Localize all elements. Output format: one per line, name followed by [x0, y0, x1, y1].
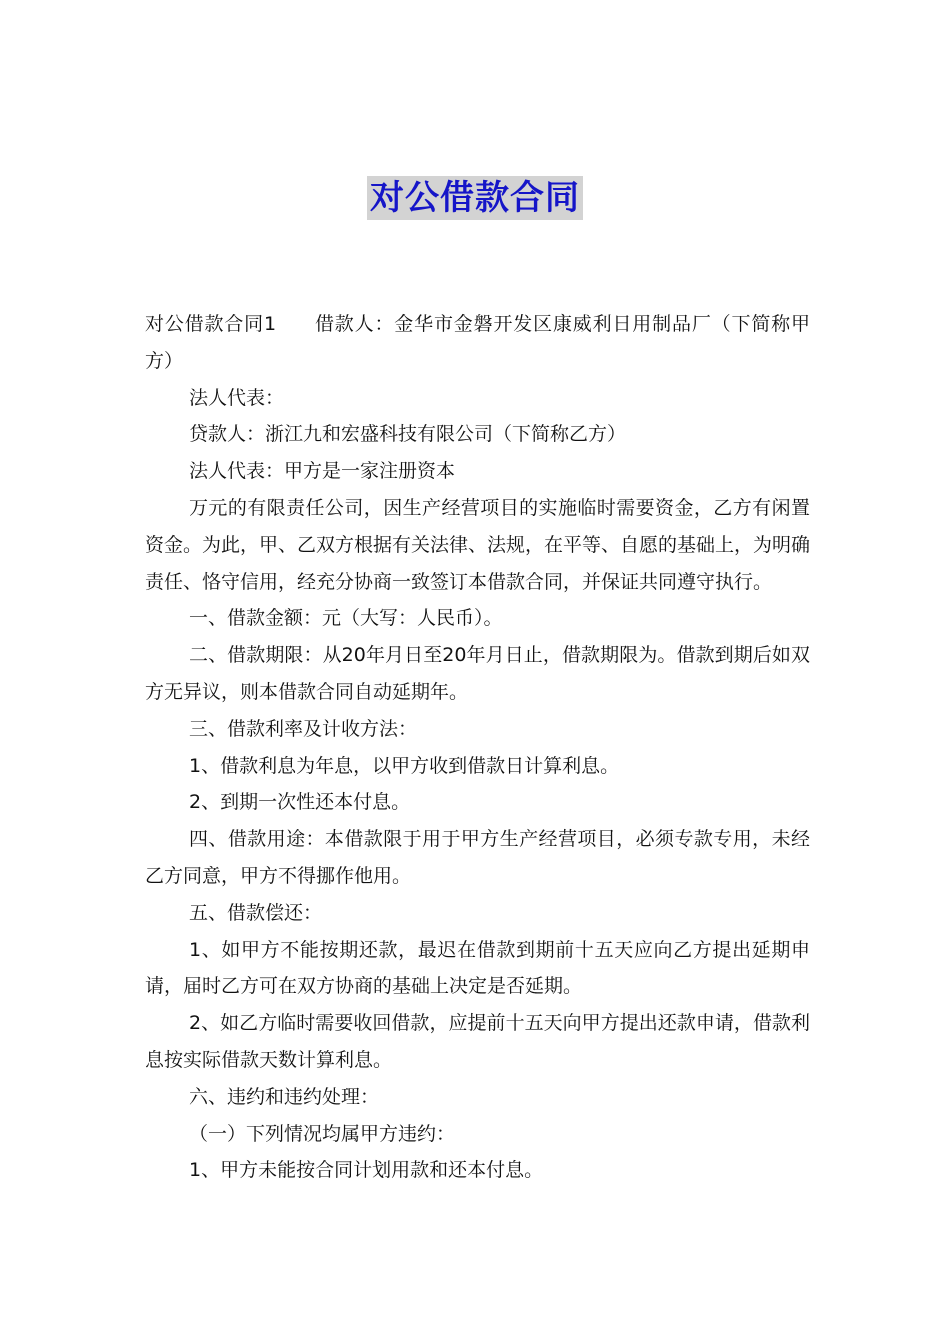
paragraph-12: 1、如甲方不能按期还款，最迟在借款到期前十五天应向乙方提出延期申请，届时乙方可在双方协商的基础上决定是否延期。	[145, 938, 810, 998]
paragraph-13: 2、如乙方临时需要收回借款，应提前十五天向甲方提出还款申请，借款利息按实际借款天数计算利息。	[145, 1012, 810, 1071]
paragraph-14: 六、违约和违约处理：	[189, 1085, 380, 1108]
document-title: 对公借款合同	[367, 176, 583, 220]
paragraph-3: 法人代表：甲方是一家注册资本	[189, 460, 456, 483]
paragraph-8: 1、借款利息为年息，以甲方收到借款日计算利息。	[189, 754, 620, 777]
paragraph-10: 四、借款用途：本借款限于用于甲方生产经营项目，必须专款专用，未经乙方同意，甲方不得挪作他用。	[145, 828, 810, 887]
paragraph-5: 一、借款金额：元（大写：人民币）。	[189, 607, 503, 630]
paragraph-11: 五、借款偿还：	[189, 901, 323, 924]
paragraph-7: 三、借款利率及计收方法：	[189, 717, 418, 740]
contract-heading-inline: 对公借款合同1	[145, 313, 277, 335]
paragraph-4: 万元的有限责任公司，因生产经营项目的实施临时需要资金，乙方有闲置资金。为此，甲、乙双方根据有关法律、法规，在平等、自愿的基础上，为明确责任、恪守信用，经充分协商一致签订本借款合同，并保证共同遵守执行。	[145, 496, 811, 593]
title-container	[0, 176, 950, 220]
document-body	[145, 306, 810, 1189]
borrower-line: 借款人：金华市金磐开发区康威利日用制品厂（下简称甲方）	[145, 313, 810, 372]
paragraph-15: （一）下列情况均属甲方违约：	[189, 1122, 456, 1145]
paragraph-intro	[145, 306, 810, 380]
paragraph-9: 2、到期一次性还本付息。	[189, 791, 411, 814]
paragraph-6: 二、借款期限：从20年月日至20年月日止，借款期限为。借款到期后如双方无异议，则本借款合同自动延期年。	[145, 644, 810, 703]
paragraph-1: 法人代表：	[189, 386, 285, 409]
paragraph-2: 贷款人：浙江九和宏盛科技有限公司（下简称乙方）	[189, 423, 627, 446]
paragraph-16: 1、甲方未能按合同计划用款和还本付息。	[189, 1159, 544, 1182]
